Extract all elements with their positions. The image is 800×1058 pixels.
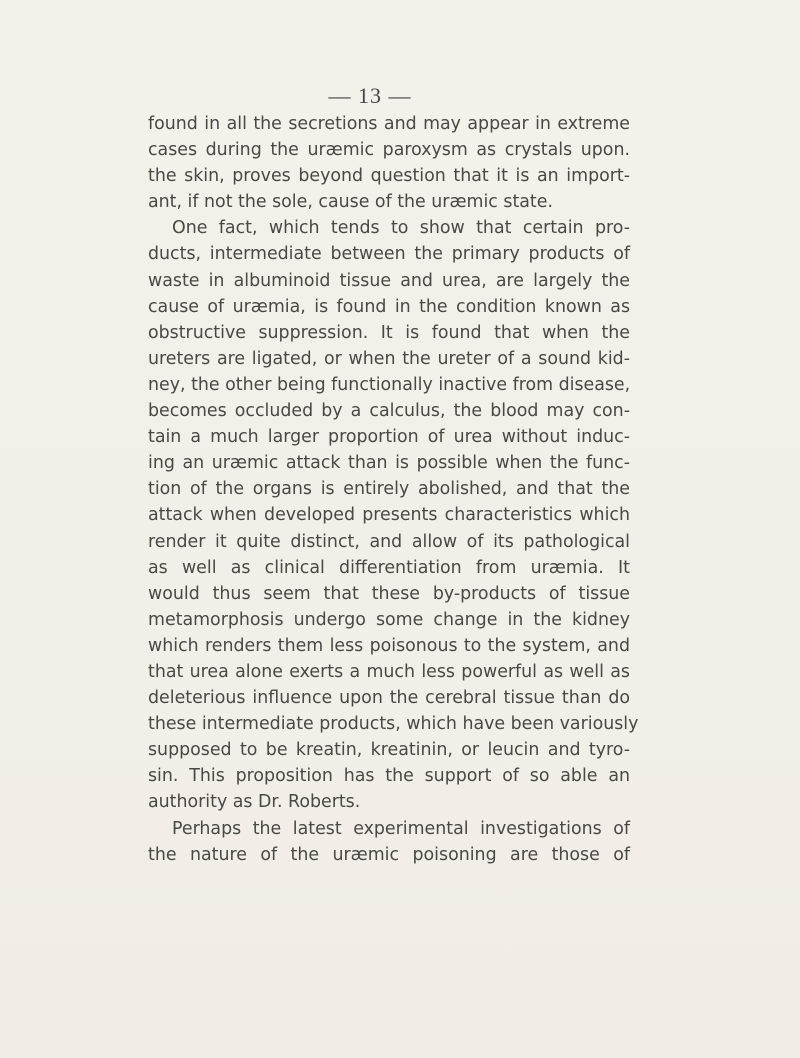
- body-text: [148, 111, 639, 868]
- text-line: obstructive suppression. It is found that when the: [148, 322, 630, 343]
- text-line: these intermediate products, which have been variously: [148, 714, 639, 735]
- text-line: sin. This proposition has the support of so able an: [148, 766, 630, 787]
- text-line: tion of the organs is entirely abolished, and that the: [148, 479, 630, 500]
- page-number: — 13 —: [328, 83, 412, 108]
- text-line: waste in albuminoid tissue and urea, are largely the: [148, 270, 630, 291]
- text-line: ureters are ligated, or when the ureter of a sound kid-: [148, 348, 630, 369]
- text-line: supposed to be kreatin, kreatinin, or leucin and tyro-: [148, 740, 630, 761]
- text-line: attack when developed presents characteristics which: [148, 505, 630, 526]
- text-line: ing an uræmic attack than is possible when the func-: [148, 453, 630, 474]
- text-line: authority as Dr. Roberts.: [148, 792, 361, 813]
- text-line: that urea alone exerts a much less powerful as well as: [148, 661, 630, 682]
- text-line: cases during the uræmic paroxysm as crystals upon.: [148, 140, 630, 161]
- text-line: becomes occluded by a calculus, the blood may con-: [148, 401, 630, 422]
- text-line: metamorphosis undergo some change in the kidney: [148, 609, 630, 630]
- text-line: ducts, intermediate between the primary products of: [148, 244, 630, 265]
- text-line: found in all the secretions and may appear in extreme: [148, 114, 630, 134]
- text-line: tain a much larger proportion of urea without induc-: [148, 427, 630, 448]
- text-line: would thus seem that these by-products of tissue: [148, 583, 630, 604]
- text-line: deleterious influence upon the cerebral tissue than do: [148, 688, 630, 709]
- text-line: Perhaps the latest experimental investigations of: [172, 818, 630, 839]
- text-line: as well as clinical differentiation from uræmia. It: [148, 557, 630, 578]
- text-line: ant, if not the sole, cause of the uræmic state.: [148, 192, 553, 213]
- text-line: cause of uræmia, is found in the condition known as: [148, 296, 630, 317]
- text-line: One fact, which tends to show that certain pro-: [172, 218, 630, 239]
- text-line: render it quite distinct, and allow of its pathological: [148, 531, 630, 552]
- text-line: ney, the other being functionally inactive from disease,: [148, 374, 631, 395]
- text-line: the nature of the uræmic poisoning are those of: [148, 844, 630, 865]
- text-line: the skin, proves beyond question that it is an import-: [148, 166, 630, 187]
- text-line: which renders them less poisonous to the system, and: [148, 635, 630, 656]
